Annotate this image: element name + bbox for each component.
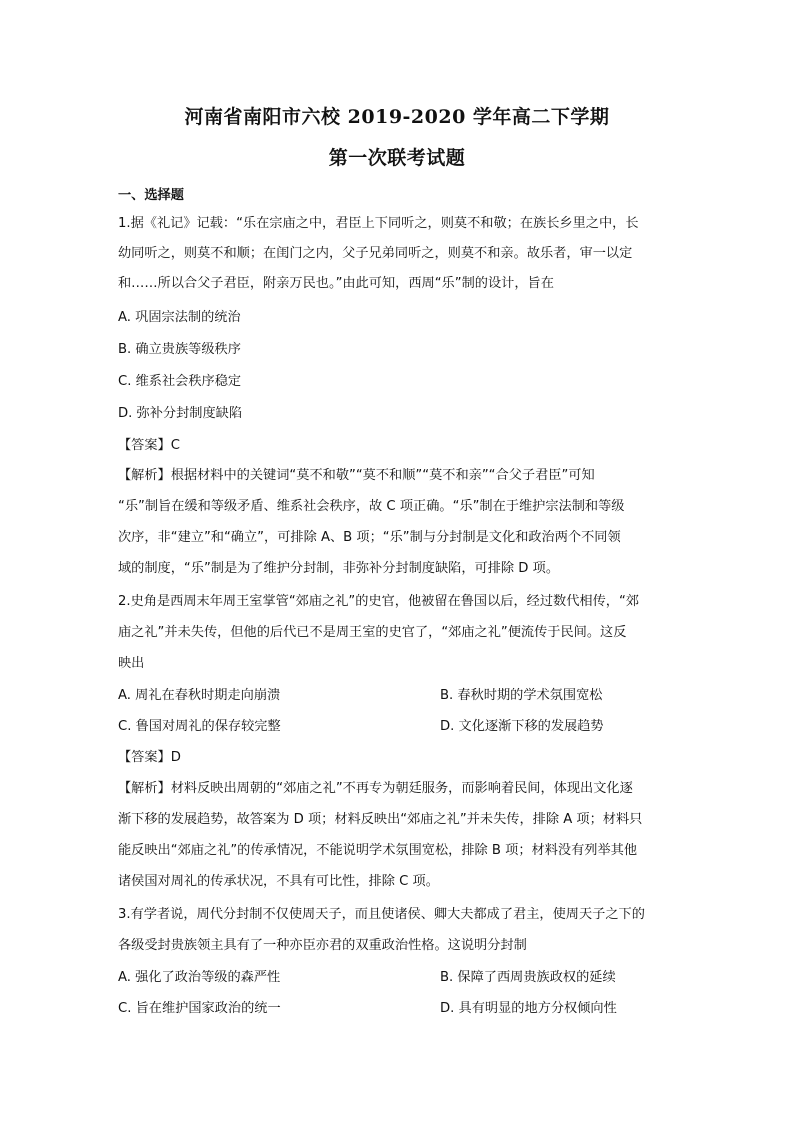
q2-stem-line: 映出 bbox=[118, 656, 145, 671]
q3-option-c: C. 旨在维护国家政治的统一 bbox=[118, 1001, 281, 1016]
q1-stem-line: 1.据《礼记》记载：“乐在宗庙之中，君臣上下同听之，则莫不和敬；在族长乡里之中，长 bbox=[118, 216, 639, 231]
q2-option-d: D. 文化逐渐下移的发展趋势 bbox=[440, 719, 604, 734]
q2-stem-line: 庙之礼”并未失传，但他的后代已不是周王室的史官了，“郊庙之礼”便流传于民间。这反 bbox=[118, 625, 627, 640]
q1-option-d: D. 弥补分封制度缺陷 bbox=[118, 406, 243, 421]
q2-analysis-line: 【解析】材料反映出周朝的“郊庙之礼”不再专为朝廷服务，而影响着民间，体现出文化逐 bbox=[118, 781, 633, 796]
q1-analysis-line: 【解析】根据材料中的关键词“莫不和敬”“莫不和顺”“莫不和亲”“合父子君臣”可知 bbox=[118, 468, 595, 483]
q3-stem-line: 各级受封贵族领主具有了一种亦臣亦君的双重政治性格。这说明分封制 bbox=[118, 938, 527, 953]
q1-stem-line: 和……所以合父子君臣，附亲万民也。”由此可知，西周“乐”制的设计，旨在 bbox=[118, 276, 554, 291]
exam-title: 河南省南阳市六校 2019-2020 学年高二下学期 bbox=[184, 106, 610, 128]
q1-option-a: A. 巩固宗法制的统治 bbox=[118, 310, 241, 325]
q1-analysis-line: 域的制度，“乐”制是为了维护分封制，非弥补分封制度缺陷，可排除 D 项。 bbox=[118, 561, 560, 576]
q2-option-a: A. 周礼在春秋时期走向崩溃 bbox=[118, 688, 281, 703]
q3-stem-line: 3.有学者说，周代分封制不仅使周天子，而且使诸侯、卿大夫都成了君主，使周天子之下的 bbox=[118, 907, 645, 922]
q1-option-c: C. 维系社会秩序稳定 bbox=[118, 374, 242, 389]
q2-option-b: B. 春秋时期的学术氛围宽松 bbox=[440, 688, 603, 703]
q1-option-b: B. 确立贵族等级秩序 bbox=[118, 342, 241, 357]
q2-analysis-line: 渐下移的发展趋势，故答案为 D 项；材料反映出“郊庙之礼”并未失传，排除 A 项；材料只 bbox=[118, 812, 643, 827]
q2-answer: 【答案】D bbox=[118, 750, 181, 765]
q1-analysis-line: 次序，非“建立”和“确立”，可排除 A、B 项；“乐”制与分封制是文化和政治两个不同领 bbox=[118, 530, 621, 545]
exam-subtitle: 第一次联考试题 bbox=[328, 147, 466, 169]
q3-option-d: D. 具有明显的地方分权倾向性 bbox=[440, 1001, 617, 1016]
q1-analysis-line: “乐”制旨在缓和等级矛盾、维系社会秩序，故 C 项正确。“乐”制在于维护宗法制和等级 bbox=[118, 499, 625, 514]
q2-option-c: C. 鲁国对周礼的保存较完整 bbox=[118, 719, 281, 734]
q1-stem-line: 幼同听之，则莫不和顺；在闺门之内，父子兄弟同听之，则莫不和亲。故乐者，审一以定 bbox=[118, 246, 633, 261]
q2-analysis-line: 诸侯国对周礼的传承状况，不具有可比性，排除 C 项。 bbox=[118, 874, 439, 889]
q3-option-a: A. 强化了政治等级的森严性 bbox=[118, 970, 281, 985]
q2-stem-line: 2.史角是西周末年周王室掌管“郊庙之礼”的史官，他被留在鲁国以后，经过数代相传，“郊 bbox=[118, 594, 640, 609]
q3-option-b: B. 保障了西周贵族政权的延续 bbox=[440, 970, 616, 985]
q1-answer: 【答案】C bbox=[118, 438, 180, 453]
q2-analysis-line: 能反映出“郊庙之礼”的传承情况，不能说明学术氛围宽松，排除 B 项；材料没有列举其他 bbox=[118, 843, 638, 858]
section-heading: 一、选择题 bbox=[118, 188, 184, 203]
